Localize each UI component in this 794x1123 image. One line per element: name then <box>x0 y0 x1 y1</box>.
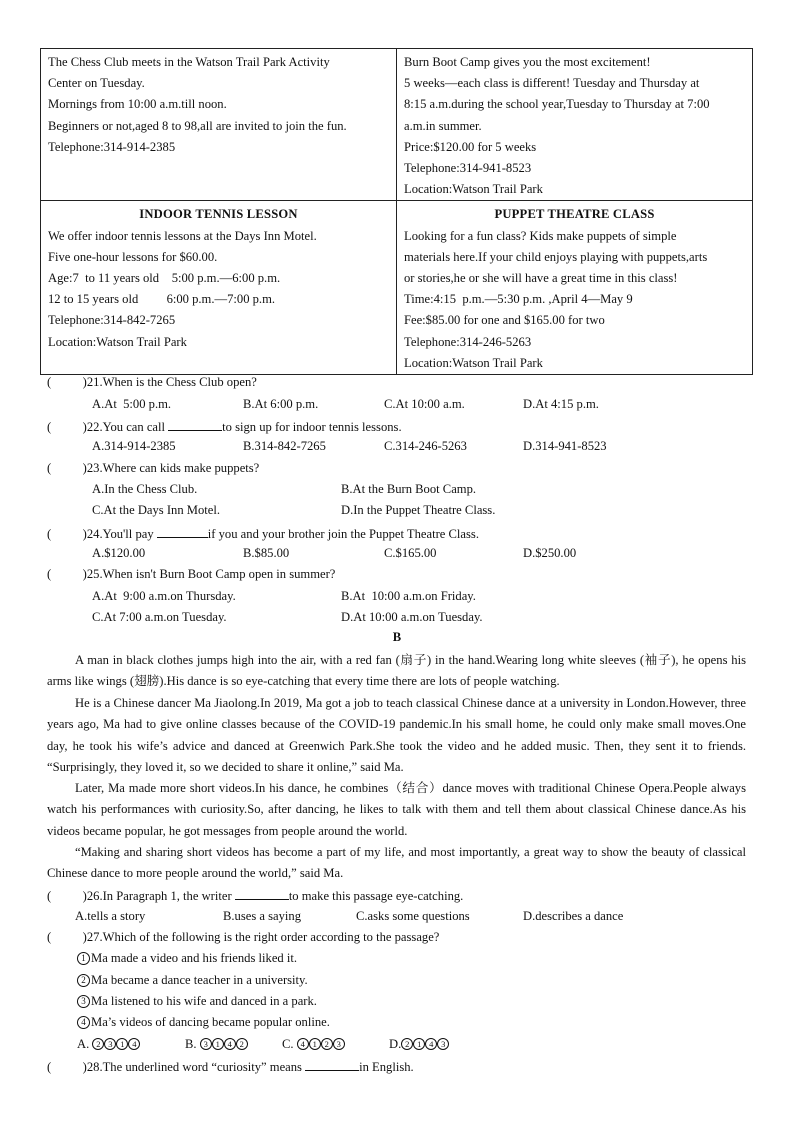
question-stem-end: to sign up for indoor tennis lessons. <box>222 420 402 434</box>
order-item-text: Ma’s videos of dancing became popular online. <box>91 1015 330 1029</box>
circled-number: 1 <box>77 952 90 965</box>
answer-blank <box>168 418 222 431</box>
question-23: ( )23.Where can kids make puppets? <box>47 461 260 475</box>
option-d: D.describes a dance <box>523 909 624 923</box>
question-25: ( )25.When isn't Burn Boot Camp open in summer? <box>47 567 336 581</box>
option-a: A.In the Chess Club. <box>92 482 198 496</box>
circled-number: 3 <box>104 1038 116 1050</box>
circled-number: 4 <box>77 1016 90 1029</box>
order-item-text: Ma made a video and his friends liked it. <box>91 951 297 965</box>
option-a: A.$120.00 <box>92 546 146 560</box>
option-c <box>282 1037 345 1052</box>
option-b: B.uses a saying <box>223 909 302 923</box>
passage-paragraph-4: “Making and sharing short videos has become a part of my life, and most importantly, a great way to show the beauty of classical Chinese dance to more people around the world,” said Ma. <box>47 845 746 881</box>
tennis-lesson-ad <box>41 201 397 375</box>
ad-line: We offer indoor tennis lessons at the Days Inn Motel. <box>48 228 317 243</box>
ad-line: Location:Watson Trail Park <box>404 182 543 197</box>
question-21: ( )21.When is the Chess Club open? <box>47 375 257 389</box>
ad-line: 8:15 a.m.during the school year,Tuesday to Thursday at 7:00 <box>404 97 710 112</box>
ad-line: Looking for a fun class? Kids make puppets of simple <box>404 228 677 243</box>
question-stem-end: to make this passage eye-catching. <box>288 889 464 903</box>
ad-line: Beginners or not,aged 8 to 98,all are invited to join the fun. <box>48 118 347 133</box>
option-d: D.In the Puppet Theatre Class. <box>341 503 496 517</box>
order-item <box>77 994 317 1009</box>
puppet-theatre-ad <box>397 201 753 375</box>
ad-line: Age:7 to 11 years old 5:00 p.m.—6:00 p.m. <box>48 271 281 286</box>
passage-paragraph-1: A man in black clothes jumps high into the air, with a red fan (扇子) in the hand.Wearing long white sleeves (袖子), he opens his arms like wings (翅膀).His dance is so eye-catching that every time there are lots of people watching. <box>47 653 746 689</box>
circled-number: 2 <box>401 1038 413 1050</box>
ad-line: Center on Tuesday. <box>48 76 145 91</box>
option-b <box>185 1037 248 1052</box>
option-b: B.At 10:00 a.m.on Friday. <box>341 589 476 603</box>
option-label: C. <box>282 1037 294 1051</box>
option-a: A.At 5:00 p.m. <box>92 397 172 411</box>
question-28 <box>47 1058 414 1075</box>
ad-line: Telephone:314-842-7265 <box>48 313 176 328</box>
order-item <box>77 973 308 988</box>
circled-number: 1 <box>413 1038 425 1050</box>
ad-line: Telephone:314-914-2385 <box>48 139 176 154</box>
order-item <box>77 1015 330 1030</box>
ad-line: Price:$120.00 for 5 weeks <box>404 139 537 154</box>
option-d <box>389 1037 449 1052</box>
ad-line: The Chess Club meets in the Watson Trail Park Activity <box>48 55 330 69</box>
option-b: B.314-842-7265 <box>243 439 326 453</box>
option-a <box>77 1037 140 1052</box>
option-d: D.314-941-8523 <box>523 439 607 453</box>
answer-blank <box>235 887 289 900</box>
option-c: C.At 10:00 a.m. <box>384 397 465 411</box>
ad-title: INDOOR TENNIS LESSON <box>139 207 298 222</box>
option-label: A. <box>77 1037 90 1051</box>
ad-title: PUPPET THEATRE CLASS <box>494 207 655 222</box>
ad-line: Burn Boot Camp gives you the most excitement! <box>404 55 651 69</box>
option-c: C.At the Days Inn Motel. <box>92 503 221 517</box>
option-label: B. <box>185 1037 197 1051</box>
option-label: D. <box>389 1037 402 1051</box>
circled-number: 2 <box>92 1038 104 1050</box>
option-c: C.314-246-5263 <box>384 439 467 453</box>
option-b: B.$85.00 <box>243 546 290 560</box>
question-stem: ( )24.You'll pay <box>47 527 157 541</box>
question-stem: ( )22.You can call <box>47 420 169 434</box>
order-item-text: Ma became a dance teacher in a university. <box>91 973 308 987</box>
ad-line: Five one-hour lessons for $60.00. <box>48 249 218 264</box>
ad-line: Telephone:314-246-5263 <box>404 334 532 349</box>
ad-line: Telephone:314-941-8523 <box>404 161 532 176</box>
question-stem-end: in English. <box>359 1060 414 1074</box>
boot-camp-ad <box>397 49 753 201</box>
circled-number: 3 <box>333 1038 345 1050</box>
option-c: C.asks some questions <box>356 909 470 923</box>
circled-number: 2 <box>236 1038 248 1050</box>
question-27: ( )27.Which of the following is the right order according to the passage? <box>47 930 440 944</box>
option-d: D.$250.00 <box>523 546 577 560</box>
option-d: D.At 10:00 a.m.on Tuesday. <box>341 610 483 624</box>
question-24 <box>47 525 479 542</box>
option-a: A.At 9:00 a.m.on Thursday. <box>92 589 236 603</box>
circled-number: 3 <box>200 1038 212 1050</box>
ad-line: 5 weeks—each class is different! Tuesday and Thursday at <box>404 76 700 91</box>
question-stem-end: if you and your brother join the Puppet Theatre Class. <box>207 527 479 541</box>
question-26 <box>47 887 463 904</box>
ad-line: Time:4:15 p.m.—5:30 p.m. ,April 4—May 9 <box>404 292 633 307</box>
option-b: B.At the Burn Boot Camp. <box>341 482 477 496</box>
circled-number: 1 <box>116 1038 128 1050</box>
circled-number: 3 <box>437 1038 449 1050</box>
ad-line: Fee:$85.00 for one and $165.00 for two <box>404 313 605 328</box>
option-d: D.At 4:15 p.m. <box>523 397 599 411</box>
section-heading: B <box>392 630 402 644</box>
circled-number: 4 <box>224 1038 236 1050</box>
ad-line: or stories,he or she will have a great time in this class! <box>404 271 678 286</box>
ad-line: materials here.If your child enjoys playing with puppets,arts <box>404 249 708 264</box>
circled-number: 2 <box>321 1038 333 1050</box>
circled-number: 1 <box>309 1038 321 1050</box>
option-b: B.At 6:00 p.m. <box>243 397 319 411</box>
circled-number: 4 <box>297 1038 309 1050</box>
ad-line: a.m.in summer. <box>404 118 482 133</box>
passage-paragraph-2: He is a Chinese dancer Ma Jiaolong.In 2019, Ma got a job to teach classical Chinese dance at a university in London.However, three years ago, Ma had to give online classes because of the COVID-19 pandemic.In his small home, he could only make small moves.One day, he took his wife’s advice and danced at Greenwich Park.She took the video and he added music. Then, they sent it to friends. “Surprisingly, they loved it, so we decided to share it online,” said Ma. <box>47 696 746 774</box>
question-stem: ( )26.In Paragraph 1, the writer <box>47 889 235 903</box>
ad-line: Location:Watson Trail Park <box>48 334 187 349</box>
circled-number: 4 <box>128 1038 140 1050</box>
option-a: A.314-914-2385 <box>92 439 176 453</box>
ad-line: Location:Watson Trail Park <box>404 355 543 370</box>
option-c: C.$165.00 <box>384 546 437 560</box>
ad-line: Mornings from 10:00 a.m.till noon. <box>48 97 227 112</box>
answer-blank <box>157 525 208 538</box>
circled-number: 2 <box>77 974 90 987</box>
circled-number: 4 <box>425 1038 437 1050</box>
ad-line: 12 to 15 years old 6:00 p.m.—7:00 p.m. <box>48 292 276 307</box>
order-item-text: Ma listened to his wife and danced in a park. <box>91 994 317 1008</box>
option-c: C.At 7:00 a.m.on Tuesday. <box>92 610 227 624</box>
order-item <box>77 951 297 966</box>
circled-number: 3 <box>77 995 90 1008</box>
circled-number: 1 <box>212 1038 224 1050</box>
ads-table <box>40 48 753 375</box>
passage-paragraph-3: Later, Ma made more short videos.In his dance, he combines（结合）dance moves with traditional Chinese Opera.People always watch his performances with curiosity.So, after dancing, he likes to talk with them and tell them about classical Chinese dance.As his videos became popular, he got messages from people around the world. <box>47 781 746 838</box>
option-a: A.tells a story <box>75 909 146 923</box>
chess-club-ad <box>41 49 397 201</box>
question-stem: ( )28.The underlined word “curiosity” means <box>47 1060 306 1074</box>
question-22 <box>47 418 402 435</box>
answer-blank <box>305 1058 359 1071</box>
